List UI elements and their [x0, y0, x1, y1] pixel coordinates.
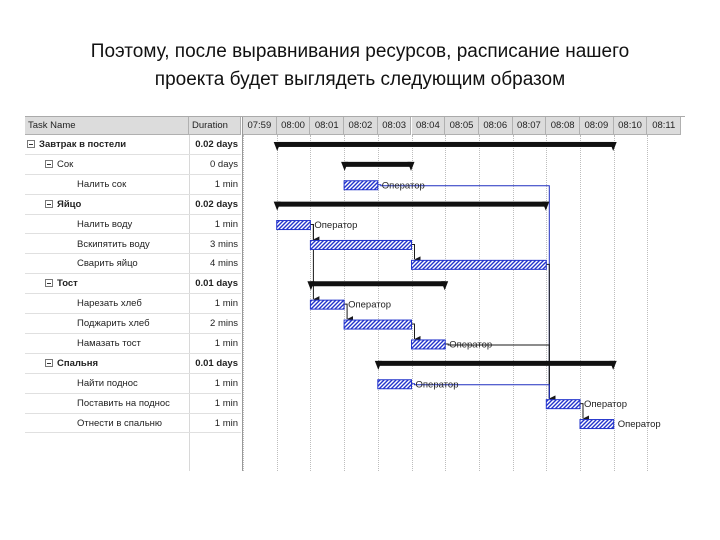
- duration-cell: 1 min: [214, 298, 238, 310]
- collapse-icon[interactable]: [45, 200, 53, 208]
- task-bar: [412, 260, 547, 269]
- duration-cell: 1 min: [214, 218, 238, 230]
- timescale-label: 08:09: [580, 117, 614, 135]
- table-row[interactable]: [25, 215, 241, 235]
- task-name-cell: Яйцо: [57, 198, 82, 210]
- resource-label: Оператор: [314, 220, 358, 232]
- task-name-cell: Сок: [57, 158, 74, 170]
- resource-label: Оператор: [584, 399, 627, 411]
- duration-cell: 0.02 days: [195, 139, 238, 150]
- task-name-cell: Сварить яйцо: [77, 258, 138, 270]
- summary-bar: [310, 281, 445, 286]
- gantt-chart-canvas: [243, 117, 685, 471]
- duration-cell: 1 min: [214, 178, 238, 190]
- table-row[interactable]: [25, 254, 241, 274]
- gantt-chart: [243, 117, 685, 471]
- task-name-cell: Вскипятить воду: [77, 238, 150, 250]
- summary-bar: [277, 142, 614, 147]
- duration-cell: 3 mins: [210, 238, 238, 250]
- task-bar: [412, 340, 446, 349]
- duration-cell: 1 min: [214, 397, 238, 409]
- duration-cell: 0.01 days: [195, 357, 238, 369]
- timescale-label: 08:11: [647, 117, 681, 135]
- summary-bar: [277, 202, 547, 207]
- table-row[interactable]: [25, 195, 241, 215]
- duration-cell: 1 min: [214, 338, 238, 349]
- task-bar: [378, 380, 412, 389]
- task-name-cell: Поджарить хлеб: [77, 318, 150, 330]
- slide-title-line-2: проекта будет выглядеть следующим образом: [154, 69, 566, 90]
- duration-cell: 0.01 days: [195, 278, 238, 290]
- table-row[interactable]: [25, 414, 241, 434]
- summary-bar: [378, 361, 614, 366]
- table-row[interactable]: [25, 374, 241, 394]
- task-name-cell: Спальня: [57, 357, 99, 369]
- table-row[interactable]: [25, 354, 241, 374]
- task-name-cell: Нарезать хлеб: [77, 298, 142, 310]
- dependency-link: [378, 185, 550, 399]
- column-header-task-name[interactable]: Task Name: [25, 117, 189, 135]
- task-bar: [310, 240, 411, 249]
- duration-cell: 4 mins: [210, 258, 238, 270]
- task-name-cell: Налить воду: [77, 218, 133, 230]
- timescale-label: 08:07: [513, 117, 547, 135]
- column-header-duration[interactable]: Duration: [189, 117, 241, 135]
- gantt-view: [25, 116, 685, 471]
- task-table: [25, 117, 243, 471]
- table-row[interactable]: [25, 274, 241, 294]
- task-bar: [344, 181, 378, 190]
- resource-label: Оператор: [617, 419, 661, 431]
- table-row[interactable]: [25, 334, 241, 354]
- collapse-icon[interactable]: [27, 140, 35, 148]
- task-bar: [546, 400, 580, 409]
- duration-cell: 1 min: [214, 417, 238, 429]
- timescale-label: 08:05: [445, 117, 479, 135]
- table-row[interactable]: [25, 394, 241, 414]
- task-bar: [310, 300, 344, 309]
- duration-cell: 0 days: [210, 158, 238, 170]
- timescale-label: 08:00: [277, 117, 311, 135]
- task-bar: [580, 420, 614, 429]
- task-name-cell: Тост: [57, 278, 78, 290]
- task-name-cell: Завтрак в постели: [39, 139, 127, 150]
- timescale-label: 08:03: [378, 117, 412, 135]
- duration-cell: 0.02 days: [195, 198, 238, 210]
- timescale-label: 08:02: [344, 117, 378, 135]
- table-row[interactable]: [25, 314, 241, 334]
- summary-bar: [344, 162, 411, 167]
- resource-label: Оператор: [449, 339, 493, 351]
- table-row[interactable]: [25, 175, 241, 195]
- timescale-label: 08:08: [546, 117, 580, 135]
- task-name-cell: Налить сок: [77, 178, 127, 190]
- timescale-label: 08:06: [479, 117, 513, 135]
- duration-cell: 2 mins: [210, 318, 238, 330]
- collapse-icon[interactable]: [45, 160, 53, 168]
- task-name-cell: Намазать тост: [77, 338, 141, 349]
- slide-title: [40, 38, 680, 94]
- timescale-label: 07:59: [243, 117, 277, 135]
- collapse-icon[interactable]: [45, 359, 53, 367]
- task-name-cell: Найти поднос: [77, 377, 138, 389]
- dependency-link: [445, 344, 549, 399]
- table-row[interactable]: [25, 235, 241, 255]
- slide-title-line-1: Поэтому, после выравнивания ресурсов, расписание нашего: [90, 41, 630, 62]
- table-row[interactable]: [25, 135, 241, 155]
- task-bar: [277, 221, 311, 230]
- timescale-label: 08:10: [614, 117, 648, 135]
- duration-cell: 1 min: [214, 377, 238, 389]
- resource-label: Оператор: [415, 379, 459, 391]
- timescale-label: 08:01: [310, 117, 344, 135]
- resource-label: Оператор: [348, 299, 392, 311]
- task-name-cell: Отнести в спальню: [77, 417, 163, 429]
- table-row[interactable]: [25, 294, 241, 314]
- task-bar: [344, 320, 411, 329]
- resource-label: Оператор: [381, 180, 425, 192]
- collapse-icon[interactable]: [45, 279, 53, 287]
- task-name-cell: Поставить на поднос: [77, 397, 170, 409]
- table-row[interactable]: [25, 155, 241, 175]
- timescale-label: 08:04: [412, 117, 446, 135]
